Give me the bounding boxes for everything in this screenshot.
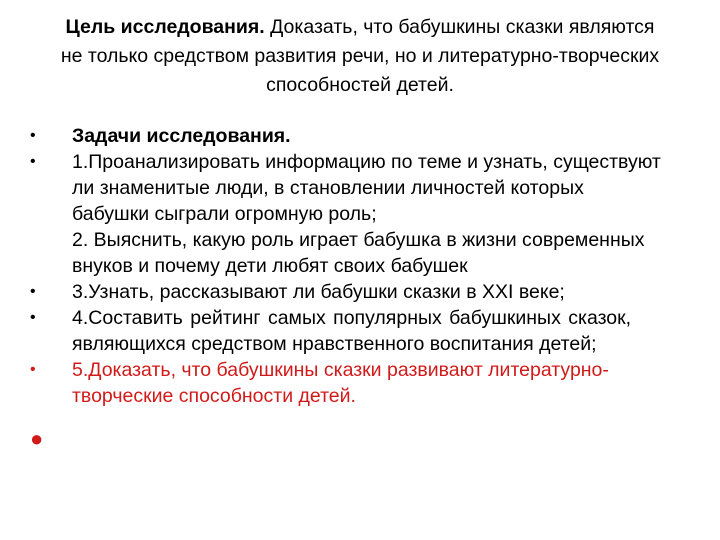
- task-5-text: [72, 357, 695, 409]
- bullet: •: [30, 283, 36, 300]
- empty-bullet: ●: [30, 426, 44, 451]
- task-1-line-3: бабушки сыграли огромную роль;: [72, 203, 377, 225]
- task-1-text: [72, 149, 695, 279]
- goal-text-1: Доказать, что бабушкины сказки являются: [264, 16, 655, 38]
- task-5-line-1: 5.Доказать, что бабушкины сказки развивают литературно-: [72, 359, 609, 381]
- task-1-line-2: ли знаменитые люди, в становлении личностей которых: [72, 177, 584, 199]
- list-item-3: [30, 279, 695, 305]
- task-4-line-2: являющихся средством нравственного воспитания детей;: [72, 333, 597, 355]
- bullet: •: [30, 127, 36, 144]
- tasks-heading: Задачи исследования.: [72, 125, 291, 147]
- list-item-1: [30, 149, 695, 279]
- goal-line-3: способностей детей.: [266, 74, 454, 96]
- tasks-list: [30, 123, 695, 409]
- task-3-text: 3.Узнать, рассказывают ли бабушки сказки в XXI веке;: [72, 281, 565, 303]
- task-1-line-1: 1.Проанализировать информацию по теме и узнать, существуют: [72, 151, 661, 173]
- list-item-heading: [30, 123, 695, 149]
- bullet: •: [30, 361, 36, 378]
- task-2-line-1: 2. Выяснить, какую роль играет бабушка в жизни современных: [72, 229, 645, 251]
- goal-label: Цель исследования.: [65, 16, 265, 38]
- list-item-4: [30, 305, 695, 357]
- list-item-5: [30, 357, 695, 409]
- bullet: •: [30, 309, 36, 326]
- goal-line-1: [20, 13, 700, 42]
- task-4-text: [72, 305, 695, 357]
- task-2-line-2: внуков и почему дети любят своих бабушек: [72, 255, 468, 277]
- task-5-line-2: творческие способности детей.: [72, 385, 356, 407]
- bullet: •: [30, 153, 36, 170]
- research-goal: [20, 13, 700, 100]
- task-4-line-1: 4.Составить рейтинг самых популярных бабушкиных сказок,: [72, 307, 632, 329]
- goal-line-2: не только средством развития речи, но и литературно-творческих: [60, 45, 660, 67]
